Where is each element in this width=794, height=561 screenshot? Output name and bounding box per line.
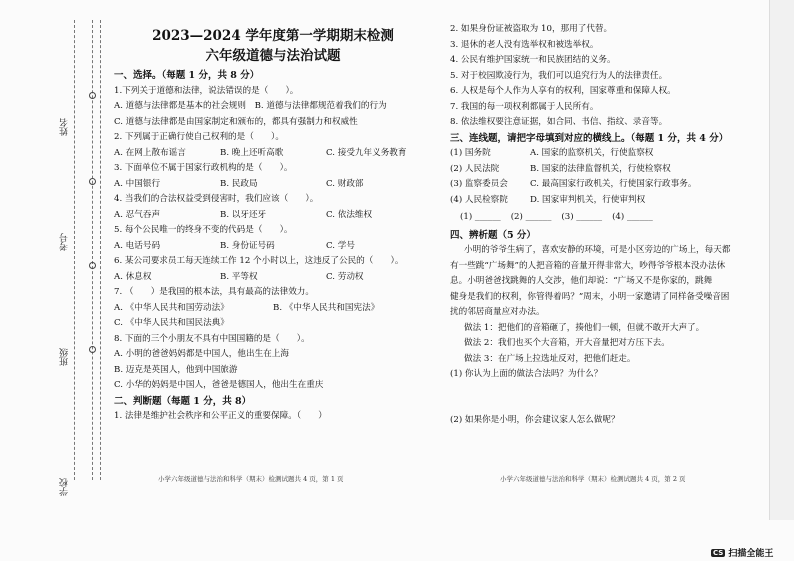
option: B. 《中华人民共和国宪法》 — [273, 302, 380, 313]
option: A. 《中华人民共和国劳动法》 — [114, 302, 229, 313]
scanner-logo-icon: CS — [713, 548, 724, 557]
option: C. 劳动权 — [326, 271, 364, 282]
question: 8. 下面的三个小朋友不具有中国国籍的是（ ）。 — [114, 333, 310, 344]
passage-line: 息。小明爸爸找跳舞的人交涉，他们却说：“广场又不是你家的，跳舞 — [450, 276, 713, 286]
match-row — [450, 193, 760, 209]
option: B. 身份证号码 — [220, 240, 275, 251]
answer-blank[interactable]: (3) ______ — [561, 212, 603, 222]
options-row — [114, 177, 432, 193]
section-heading: 四、辨析题（5 分） — [450, 229, 536, 241]
left-column — [114, 26, 432, 425]
option: A. 电话号码 — [114, 240, 161, 251]
options-row — [114, 301, 432, 317]
option: C. 《中华人民共和国民法典》 — [114, 318, 229, 328]
option: C. 依法维权 — [326, 209, 373, 220]
question: 6. 某公司要求员工每天连续工作 12 个小时以上，这违反了公民的（ ）。 — [114, 256, 404, 266]
seal-line — [100, 20, 101, 480]
option: C. 小华的妈妈是中国人，爸爸是德国人，他出生在重庆 — [114, 380, 324, 390]
passage-line: 有一些跳“广场舞”的人把音箱的音量开得非常大，吵得爷爷根本没办法休 — [450, 260, 726, 271]
judgment-item: 6. 人权是每个人作为人享有的权利，国家尊重和保障人权。 — [450, 86, 676, 96]
options-row — [114, 208, 432, 224]
judgment-item: 7. 我国的每一项权利都属于人民所有。 — [450, 101, 599, 112]
exam-title: 2023—2024 学年度第一学期期末检测 — [152, 28, 394, 44]
question: 1.下列关于道德和法律，说法错误的是（ ）。 — [114, 85, 299, 96]
sub-question: (1) 你认为上面的做法合法吗？为什么？ — [450, 369, 603, 379]
option: C. 财政部 — [326, 178, 364, 189]
binding-hole-icon — [89, 346, 96, 353]
judgment-item: 4. 公民有维护国家统一和民族团结的义务。 — [450, 55, 616, 65]
match-right: C. 最高国家行政机关，行使国家行政事务。 — [530, 179, 697, 189]
exam-subtitle: 六年级道德与法治试题 — [205, 48, 341, 64]
class-label: 班级 — [60, 348, 70, 366]
approach-item: 做法 3：在广场上拉选址反对，把他们赶走。 — [464, 353, 636, 364]
question: 7. （ ）是我国的根本法，具有最高的法律效力。 — [114, 287, 314, 297]
page-footer: 小学六年级道德与法治和科学（期末）检测试题共 4 页，第 2 页 — [500, 475, 686, 483]
exam-id-label: 考号 — [60, 233, 70, 251]
name-label: 姓名 — [60, 118, 70, 136]
scanner-watermark — [711, 546, 773, 559]
page-footer: 小学六年级道德与法治和科学（期末）检测试题共 4 页，第 1 页 — [158, 475, 344, 483]
scan-edge — [769, 0, 794, 520]
match-left: (4) 人民检察院 — [450, 194, 508, 205]
right-column — [450, 22, 760, 428]
passage-line: 扰的邻居商量应对办法。 — [450, 307, 545, 317]
option: C. 学号 — [326, 240, 355, 251]
option: B. 晚上还听高歌 — [220, 147, 284, 158]
option: C. 道德与法律都是由国家制定和颁布的，都具有强制力和权威性 — [114, 116, 358, 127]
binding-hole-icon — [89, 178, 96, 185]
options-row — [114, 146, 432, 162]
match-left: (1) 国务院 — [450, 148, 491, 158]
match-right: A. 国家的监察机关，行使监察权 — [530, 148, 654, 158]
options-row — [114, 239, 432, 255]
match-right: D. 国家审判机关，行使审判权 — [530, 194, 646, 205]
option: A. 忍气吞声 — [114, 209, 161, 220]
match-left: (2) 人民法院 — [450, 163, 500, 174]
answer-blank[interactable]: (2) ______ — [510, 212, 552, 222]
match-row — [450, 177, 760, 193]
passage-line: 健身是我们的权利，你管得着吗？”周末，小明一家邀请了同样备受噪音困 — [450, 291, 730, 302]
school-label: 学校 — [60, 478, 70, 496]
option: A. 小明的爸爸妈妈都是中国人，他出生在上海 — [114, 349, 289, 359]
judgment-item: 8. 依法维权要注意证据，如合同、书信、指纹、录音等。 — [450, 117, 668, 127]
judgment-item: 1. 法律是维护社会秩序和公平正义的重要保障。（ ） — [114, 411, 327, 421]
judgment-item: 3. 退休的老人没有选举权和被选举权。 — [450, 39, 599, 50]
match-row — [450, 146, 760, 162]
section-heading: 三、连线题，请把字母填到对应的横线上。（每题 1 分，共 4 分） — [450, 132, 729, 144]
options-row — [114, 270, 432, 286]
scanner-name: 扫描全能王 — [728, 549, 774, 559]
section-heading: 二、判断题（每题 1 分，共 8） — [114, 395, 252, 407]
option: B. 平等权 — [220, 271, 258, 282]
option: B. 以牙还牙 — [220, 209, 267, 220]
cut-line — [74, 20, 75, 480]
option: A. 中国银行 — [114, 178, 161, 189]
option: B. 迈克是英国人，他到中国旅游 — [114, 364, 238, 375]
option: A. 道德与法律都是基本的社会规则 B. 道德与法律都规范着我们的行为 — [114, 101, 387, 111]
answer-blank[interactable]: (1) ______ — [460, 212, 501, 222]
judgment-item: 2. 如果身份证被盗取为 10，那用了代替。 — [450, 24, 613, 34]
question: 4. 当我们的合法权益受到侵害时，我们应该（ ）。 — [114, 194, 319, 204]
section-heading: 一、选择。（每题 1 分，共 8 分） — [114, 70, 260, 81]
question: 5. 每个公民唯一的终身不变的代码是（ ）。 — [114, 225, 293, 235]
approach-item: 做法 2：我们也买个大音箱，开大音量把对方压下去。 — [464, 338, 670, 348]
match-row — [450, 162, 760, 178]
binding-hole-icon — [89, 92, 96, 99]
binding-hole-icon — [89, 262, 96, 269]
option: A. 在网上散布谣言 — [114, 147, 186, 158]
sub-question: (2) 如果你是小明，你会建议家人怎么做呢？ — [450, 414, 620, 425]
option: A. 休息权 — [114, 271, 152, 282]
option: B. 民政局 — [220, 178, 258, 189]
match-left: (3) 监察委员会 — [450, 179, 508, 189]
answer-blanks — [450, 210, 760, 226]
match-right: B. 国家的法律监督机关，行使检察权 — [530, 163, 671, 174]
fold-line — [92, 20, 93, 480]
approach-item: 做法 1：把他们的音箱砸了，揍他们一顿，但就不敢开大声了。 — [464, 322, 705, 333]
question: 3. 下面单位不属于国家行政机构的是（ ）。 — [114, 163, 293, 173]
question: 2. 下列属于正确行使自己权利的是（ ）。 — [114, 132, 284, 142]
option: C. 接受九年义务教育 — [326, 147, 407, 158]
answer-space[interactable] — [450, 383, 760, 413]
judgment-item: 5. 对于校园欺凌行为，我们可以追究行为人的法律责任。 — [450, 70, 668, 81]
binding-margin — [0, 0, 110, 520]
answer-blank[interactable]: (4) ______ — [612, 212, 653, 222]
passage-line: 小明的爷爷生病了，喜欢安静的环境，可是小区旁边的广场上，每天都 — [464, 245, 731, 255]
